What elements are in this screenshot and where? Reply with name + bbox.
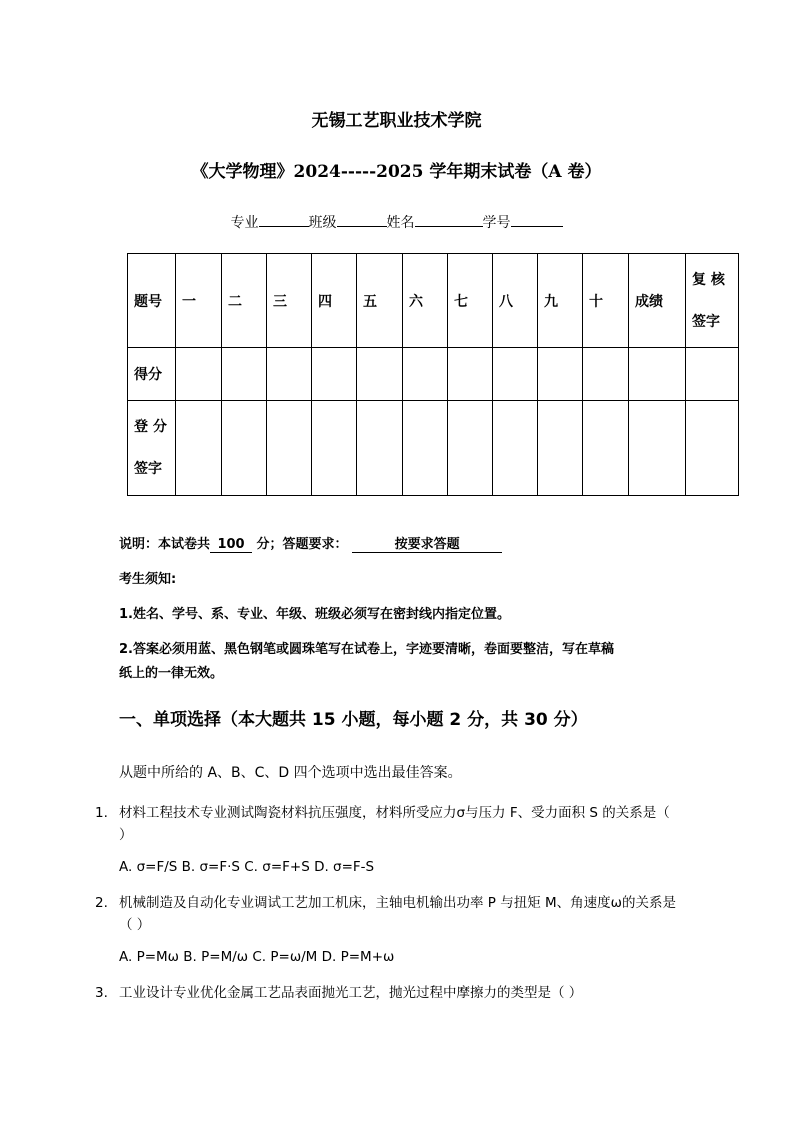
notice-1: 1.姓名、学号、系、专业、年级、班级必须写在密封线内指定位置。	[119, 607, 510, 622]
sign-cell[interactable]	[357, 401, 403, 496]
table-row-score	[128, 348, 739, 401]
score-cell[interactable]	[686, 348, 739, 401]
question-options: A. P=Mω B. P=M/ω C. P=ω/M D. P=M+ω	[119, 949, 395, 965]
score-cell[interactable]	[222, 348, 267, 401]
score-cell[interactable]	[583, 348, 629, 401]
score-cell[interactable]	[312, 348, 357, 401]
row-label-sign	[128, 401, 176, 496]
sign-cell[interactable]	[222, 401, 267, 496]
id-label: 学号	[482, 215, 511, 231]
score-cell[interactable]	[176, 348, 222, 401]
section-intro: 从题中所给的 A、B、C、D 四个选项中选出最佳答案。	[119, 765, 462, 781]
school-name: 无锡工艺职业技术学院	[311, 111, 482, 131]
review-line1: 复 核	[692, 271, 725, 288]
col-header-total: 成绩	[629, 254, 686, 348]
question-text: 机械制造及自动化专业调试工艺加工机床，主轴电机输出功率 P 与扭矩 M、角速度ω的关系是（ ）	[119, 895, 676, 933]
sign-cell[interactable]	[538, 401, 583, 496]
score-cell[interactable]	[267, 348, 312, 401]
col-header: 八	[493, 254, 538, 348]
table-row-sign	[128, 401, 739, 496]
score-cell[interactable]	[357, 348, 403, 401]
col-header: 六	[403, 254, 448, 348]
col-header: 九	[538, 254, 583, 348]
row-label-score: 得分	[128, 348, 176, 401]
major-blank[interactable]	[259, 212, 309, 227]
col-header-review	[686, 254, 739, 348]
sign-cell[interactable]	[403, 401, 448, 496]
exam-title: 《大学物理》2024-----2025 学年期末试卷（A 卷）	[191, 162, 602, 182]
question-text: 材料工程技术专业测试陶瓷材料抗压强度，材料所受应力σ与压力 F、受力面积 S 的关系是（ ）	[119, 805, 670, 843]
score-cell[interactable]	[629, 348, 686, 401]
sign-cell[interactable]	[267, 401, 312, 496]
notice-2-line1: 2.答案必须用蓝、黑色钢笔或圆珠笔写在试卷上，字迹要清晰，卷面要整洁，写在草稿	[119, 642, 614, 657]
class-label: 班级	[308, 215, 337, 231]
sign-cell[interactable]	[686, 401, 739, 496]
col-header: 五	[357, 254, 403, 348]
score-cell[interactable]	[403, 348, 448, 401]
desc-prefix: 说明：本试卷共	[119, 537, 211, 552]
col-header: 三	[267, 254, 312, 348]
question-number: 3.	[95, 985, 108, 1001]
question-number: 1.	[95, 805, 108, 821]
notice-2-line2: 纸上的一律无效。	[119, 666, 224, 681]
name-label: 姓名	[386, 215, 415, 231]
table-row-question	[128, 254, 739, 348]
col-header: 七	[448, 254, 493, 348]
col-header: 十	[583, 254, 629, 348]
sign-cell[interactable]	[629, 401, 686, 496]
review-line2: 签字	[692, 313, 720, 330]
sign-cell[interactable]	[448, 401, 493, 496]
sign-cell[interactable]	[583, 401, 629, 496]
id-blank[interactable]	[511, 212, 563, 227]
sign-line1: 登 分	[134, 419, 167, 435]
student-info-line	[0, 212, 793, 232]
row-label-question: 题号	[128, 254, 176, 348]
sign-line2: 签字	[134, 461, 162, 477]
question-number: 2.	[95, 895, 108, 911]
score-cell[interactable]	[493, 348, 538, 401]
col-header: 四	[312, 254, 357, 348]
exam-description	[119, 533, 502, 553]
notice-title: 考生须知:	[119, 572, 177, 587]
sign-cell[interactable]	[176, 401, 222, 496]
score-cell[interactable]	[538, 348, 583, 401]
score-cell[interactable]	[448, 348, 493, 401]
sign-cell[interactable]	[493, 401, 538, 496]
col-header: 一	[176, 254, 222, 348]
col-header: 二	[222, 254, 267, 348]
class-blank[interactable]	[337, 212, 387, 227]
section-title: 一、单项选择（本大题共 15 小题，每小题 2 分，共 30 分）	[119, 710, 588, 730]
question-text: 工业设计专业优化金属工艺品表面抛光工艺，抛光过程中摩擦力的类型是（ ）	[119, 985, 583, 1001]
question-options: A. σ=F/S B. σ=F·S C. σ=F+S D. σ=F-S	[119, 859, 375, 875]
desc-mid: 分；答题要求：	[256, 537, 348, 552]
major-label: 专业	[230, 215, 259, 231]
total-score: 100	[210, 537, 252, 553]
answer-requirement: 按要求答题	[352, 533, 502, 553]
name-blank[interactable]	[415, 212, 483, 227]
sign-cell[interactable]	[312, 401, 357, 496]
score-table	[127, 253, 739, 496]
